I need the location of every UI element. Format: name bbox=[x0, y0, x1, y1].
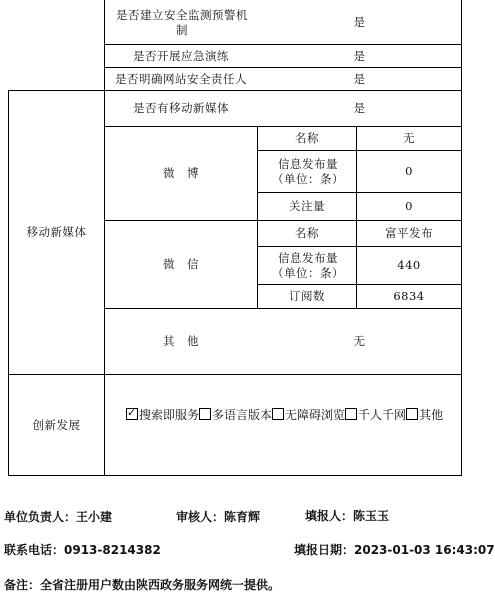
weibo-followers-value: 0 bbox=[405, 199, 413, 213]
checkbox-icon[interactable] bbox=[406, 408, 418, 420]
other-value: 无 bbox=[353, 334, 366, 348]
option-accessibility[interactable]: 无障碍浏览 bbox=[272, 408, 345, 423]
wechat-label: 微 信 bbox=[163, 257, 199, 271]
weibo-label: 微 博 bbox=[163, 166, 199, 180]
mobile-section-label: 移动新媒体 bbox=[26, 225, 87, 239]
weibo-followers-label: 关注量 bbox=[289, 199, 325, 213]
fill-date: 填报日期：2023-01-03 16:43:07 bbox=[294, 543, 495, 557]
checkbox-icon[interactable] bbox=[272, 408, 284, 420]
option-multilingual[interactable]: 多语言版本 bbox=[199, 408, 272, 423]
drill-value: 是 bbox=[353, 48, 366, 63]
weibo-name-value: 无 bbox=[403, 131, 415, 145]
innovation-options bbox=[126, 400, 460, 430]
drill-label: 是否开展应急演练 bbox=[133, 48, 229, 63]
innovation-label: 创新发展 bbox=[32, 417, 81, 432]
weibo-posts-label: 信息发布量（单位：条） bbox=[272, 156, 344, 186]
wechat-name-value: 富平发布 bbox=[385, 226, 433, 240]
monitor-value: 是 bbox=[353, 14, 366, 29]
unit-head: 单位负责人：王小建 bbox=[4, 510, 113, 524]
wechat-subs-label: 订阅数 bbox=[289, 289, 325, 303]
footnote: 备注：全省注册用户数由陕西政务服务网统一提供。 bbox=[4, 578, 281, 592]
wechat-posts-label: 信息发布量（单位：条） bbox=[272, 250, 344, 280]
mobile-has-label: 是否有移动新媒体 bbox=[133, 101, 229, 115]
other-label: 其 他 bbox=[163, 334, 199, 348]
wechat-name-label: 名称 bbox=[295, 226, 319, 240]
reviewer: 审核人：陈育辉 bbox=[176, 510, 261, 524]
contact-phone: 联系电话：0913-8214382 bbox=[4, 543, 161, 557]
monitor-label: 是否建立安全监测预警机制 bbox=[116, 8, 248, 37]
checkbox-icon[interactable] bbox=[199, 408, 211, 420]
report-table bbox=[8, 0, 462, 476]
weibo-posts-value: 0 bbox=[405, 164, 413, 178]
weibo-name-label: 名称 bbox=[295, 131, 319, 145]
option-personalized[interactable]: 千人千网 bbox=[345, 408, 406, 423]
wechat-subs-value: 6834 bbox=[393, 289, 425, 303]
checkbox-checked-icon[interactable] bbox=[126, 408, 138, 420]
option-other[interactable]: 其他 bbox=[406, 408, 443, 423]
option-search-service[interactable]: ✓搜索即服务 bbox=[126, 408, 199, 423]
owner-label: 是否明确网站安全责任人 bbox=[115, 71, 247, 86]
mobile-has-value: 是 bbox=[353, 101, 366, 115]
checkbox-icon[interactable] bbox=[345, 408, 357, 420]
owner-value: 是 bbox=[353, 71, 366, 86]
filler: 填报人：陈玉玉 bbox=[305, 509, 390, 523]
wechat-posts-value: 440 bbox=[397, 258, 421, 272]
